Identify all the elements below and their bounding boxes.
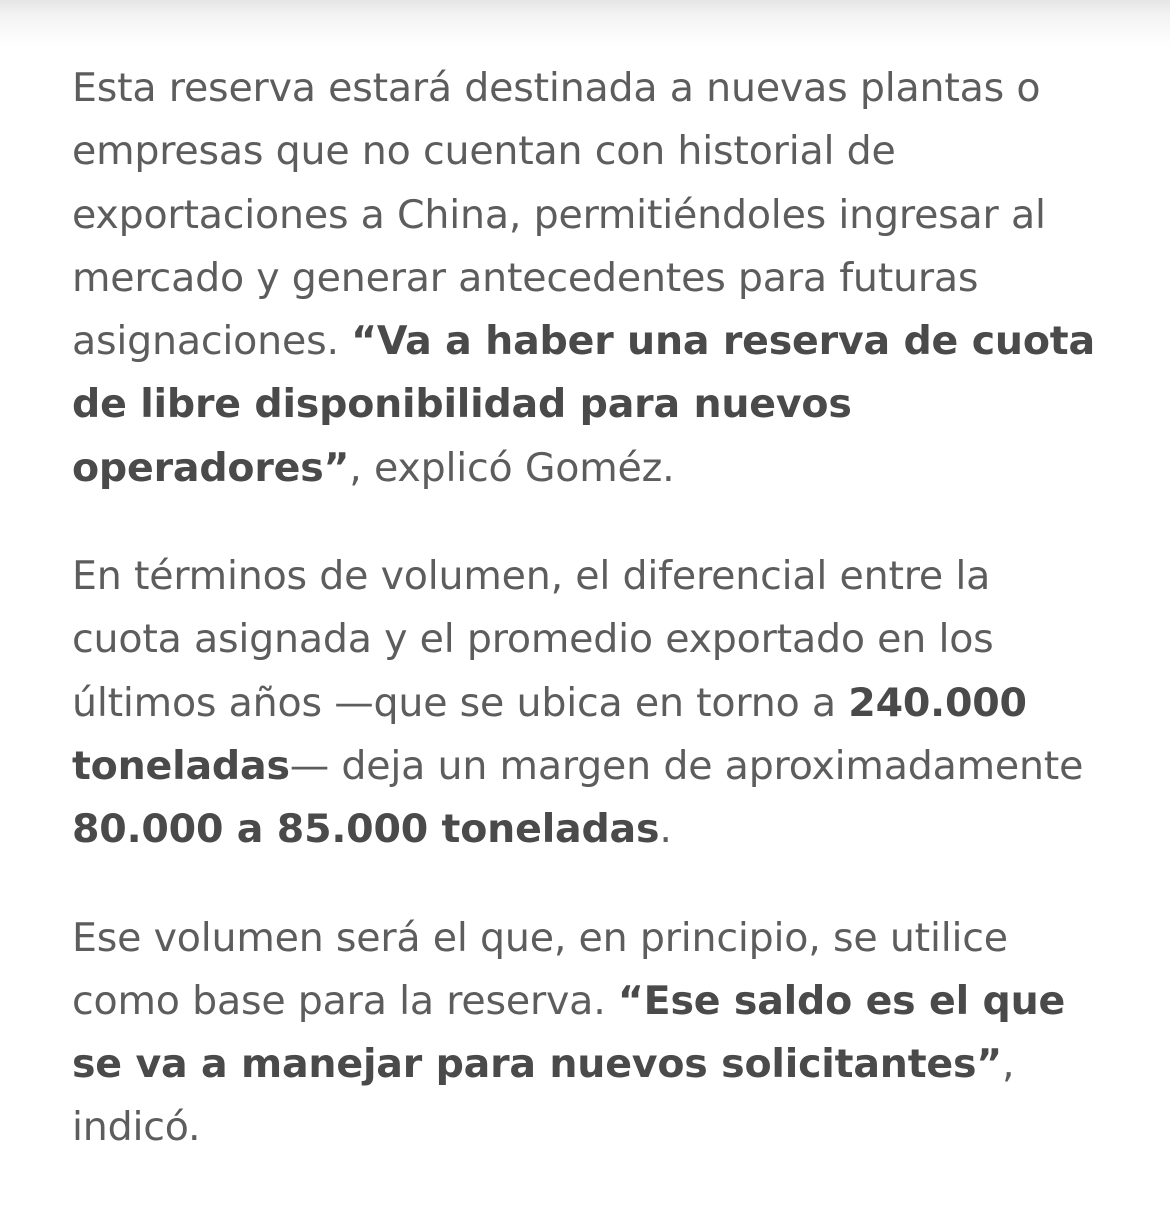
highlight-figure: 80.000 a 85.000 toneladas [72,806,660,853]
paragraph-reserva [72,57,1112,500]
paragraph-text: . [659,806,672,853]
article-body [72,57,1112,1205]
attribution-text: , explicó Goméz. [349,444,675,491]
highlight-figure: 240.000 toneladas [72,679,1027,789]
paragraph-saldo [72,907,1112,1160]
quote-text: “Va a haber una reserva de cuota de libre disponibilidad para nuevos operadores” [72,318,1095,491]
paragraph-text: En términos de volumen, el diferencial entre la cuota asignada y el promedio exportado en los últimos años —que se ubica en torno a [72,553,994,726]
paragraph-text: — deja un margen de aproximadamente [289,742,1084,789]
paragraph-volumen [72,545,1112,861]
top-shadow [0,0,1170,46]
attribution-text: , indicó. [72,1041,1015,1151]
quote-text: “Ese saldo es el que se va a manejar para nuevos solicitantes” [72,977,1066,1088]
paragraph-text: Ese volumen será el que, en principio, se utilice como base para la reserva. [72,914,1008,1024]
paragraph-text: Esta reserva estará destinada a nuevas plantas o empresas que no cuentan con historial de exportaciones a China, permitiéndoles ingresar al mercado y generar antecedentes para futuras asignaciones. [72,65,1046,365]
